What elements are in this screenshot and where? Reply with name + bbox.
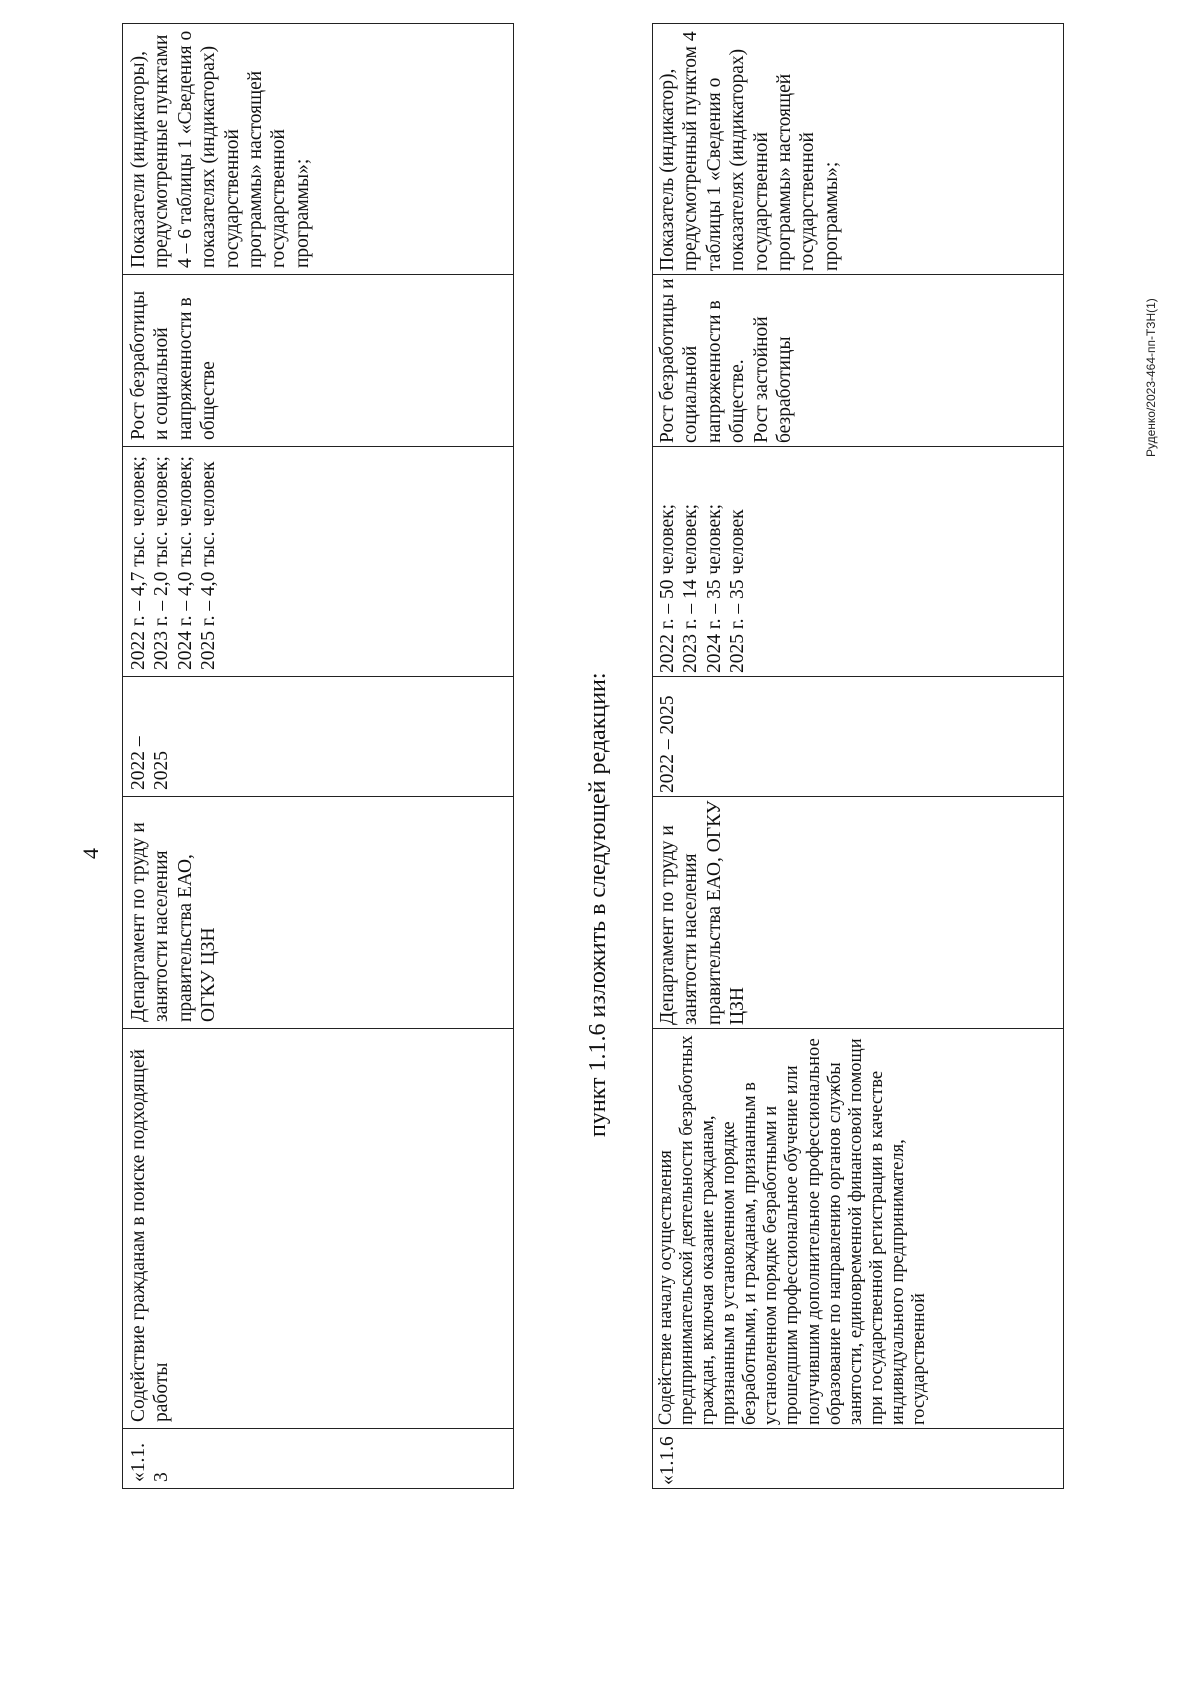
expected-result-cell: 2022 г. – 50 человек; 2023 г. – 14 человек; 2024 г. – 35 человек; 2025 г. – 35 человек xyxy=(653,447,1064,677)
amendment-instruction: пункт 1.1.6 изложить в следующей редакции: xyxy=(585,672,611,1137)
measure-name-cell: Содействие началу осуществления предпринимательской деятельности безработных граждан, включая оказание гражданам, признанным в установленном порядке безработными, и гражданам, признанным в установленном порядке безработными и прошедшим профессиональное обучение или получившим дополнительное профессиональное образование по направлению органов службы занятости, единовременной финансовой помощи при государственной регистрации в качестве индивидуального предпринимателя, государственной xyxy=(653,1029,1064,1429)
document-code: Руденко/2023-464-пп-ТЗН(1) xyxy=(1144,298,1158,457)
executor-cell: Департамент по труду и занятости населения правительства ЕАО, ОГКУ ЦЗН xyxy=(123,797,514,1029)
expected-result-cell: 2022 г. – 4,7 тыс. человек; 2023 г. – 2,0 тыс. человек; 2024 г. – 4,0 тыс. человек; 2025 г. – 4,0 тыс. человек xyxy=(123,447,514,677)
table-item-1-1-6 xyxy=(652,23,1064,1489)
executor-cell: Департамент по труду и занятости населения правительства ЕАО, ОГКУ ЦЗН xyxy=(653,797,1064,1029)
consequences-cell: Рост безработицы и социальной напряженности в обществе xyxy=(123,275,514,447)
table-item-1-1-3 xyxy=(122,23,514,1489)
table-row xyxy=(653,24,1064,1489)
period-cell: 2022 – 2025 xyxy=(123,677,514,797)
table-row xyxy=(123,24,514,1489)
item-number-cell: «1.1.6 xyxy=(653,1429,1064,1489)
measure-name-cell: Содействие гражданам в поиске подходящей работы xyxy=(123,1029,514,1429)
indicators-cell: Показатели (индикаторы), предусмотренные пунктами 4 – 6 таблицы 1 «Сведения о показателях (индикаторах) государственной программы» настоящей государственной программы»; xyxy=(123,24,514,275)
item-number-cell: «1.1.3 xyxy=(123,1429,514,1489)
consequences-cell: Рост безработицы и социальной напряженности в обществе. Рост застойной безработицы xyxy=(653,275,1064,447)
period-cell: 2022 – 2025 xyxy=(653,677,1064,797)
indicators-cell: Показатель (индикатор), предусмотренный пунктом 4 таблицы 1 «Сведения о показателях (индикаторах) государственной программы» настоящей государственной программы»; xyxy=(653,24,1064,275)
page-number: 4 xyxy=(78,848,103,859)
